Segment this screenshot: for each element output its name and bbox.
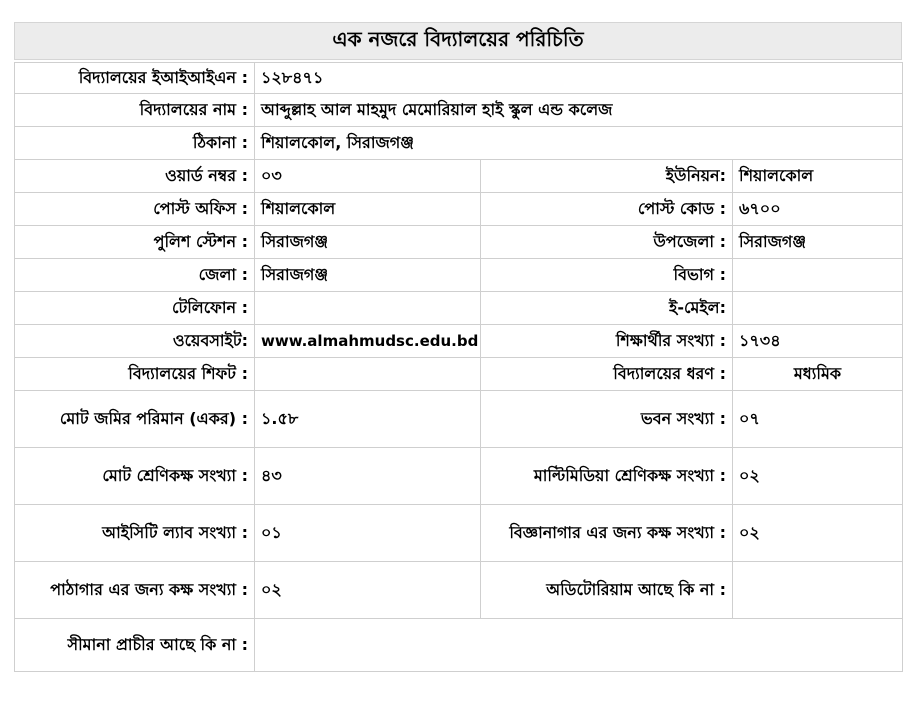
ward-value: ০৩ — [255, 160, 481, 193]
school-name-value: আব্দুল্লাহ আল মাহমুদ মেমোরিয়াল হাই স্কুল এন্ড কলেজ — [255, 94, 903, 127]
school-info-table — [14, 62, 903, 672]
boundary-wall-label: সীমানা প্রাচীর আছে কি না : — [15, 619, 255, 672]
upazila-value: সিরাজগঞ্জ — [733, 226, 903, 259]
police-station-label: পুলিশ স্টেশন : — [15, 226, 255, 259]
police-station-value: সিরাজগঞ্জ — [255, 226, 481, 259]
telephone-value — [255, 292, 481, 325]
table-row — [15, 160, 903, 193]
student-count-label: শিক্ষার্থীর সংখ্যা : — [481, 325, 733, 358]
student-count-value: ১৭৩৪ — [733, 325, 903, 358]
school-type-value: মধ্যমিক — [733, 358, 903, 391]
school-name-label: বিদ্যালয়ের নাম : — [15, 94, 255, 127]
table-row — [15, 292, 903, 325]
school-type-label: বিদ্যালয়ের ধরণ : — [481, 358, 733, 391]
eiin-value: ১২৮৪৭১ — [255, 63, 903, 94]
union-value: শিয়ালকোল — [733, 160, 903, 193]
post-code-value: ৬৭০০ — [733, 193, 903, 226]
table-row — [15, 193, 903, 226]
post-code-label: পোস্ট কোড : — [481, 193, 733, 226]
land-area-label: মোট জমির পরিমান (একর) : — [15, 391, 255, 448]
ward-label: ওয়ার্ড নম্বর : — [15, 160, 255, 193]
upazila-label: উপজেলা : — [481, 226, 733, 259]
ict-lab-label: আইসিটি ল্যাব সংখ্যা : — [15, 505, 255, 562]
table-row — [15, 391, 903, 448]
eiin-label: বিদ্যালয়ের ইআইআইএন : — [15, 63, 255, 94]
table-row — [15, 127, 903, 160]
boundary-wall-value — [255, 619, 903, 672]
district-value: সিরাজগঞ্জ — [255, 259, 481, 292]
table-row — [15, 448, 903, 505]
science-lab-label: বিজ্ঞানাগার এর জন্য কক্ষ সংখ্যা : — [481, 505, 733, 562]
table-row — [15, 505, 903, 562]
website-link[interactable]: www.almahmudsc.edu.bd — [255, 325, 481, 358]
email-label: ই-মেইল: — [481, 292, 733, 325]
post-office-value: শিয়ালকোল — [255, 193, 481, 226]
shift-value — [255, 358, 481, 391]
science-lab-value: ০২ — [733, 505, 903, 562]
table-row — [15, 94, 903, 127]
address-value: শিয়ালকোল, সিরাজগঞ্জ — [255, 127, 903, 160]
email-value — [733, 292, 903, 325]
division-value — [733, 259, 903, 292]
union-label: ইউনিয়ন: — [481, 160, 733, 193]
classroom-count-label: মোট শ্রেণিকক্ষ সংখ্যা : — [15, 448, 255, 505]
address-label: ঠিকানা : — [15, 127, 255, 160]
website-label: ওয়েবসাইট: — [15, 325, 255, 358]
table-row — [15, 619, 903, 672]
auditorium-value — [733, 562, 903, 619]
classroom-count-value: ৪৩ — [255, 448, 481, 505]
telephone-label: টেলিফোন : — [15, 292, 255, 325]
page-title: এক নজরে বিদ্যালয়ের পরিচিতি — [14, 22, 902, 60]
library-room-value: ০২ — [255, 562, 481, 619]
table-row — [15, 226, 903, 259]
library-room-label: পাঠাগার এর জন্য কক্ষ সংখ্যা : — [15, 562, 255, 619]
table-row — [15, 325, 903, 358]
post-office-label: পোস্ট অফিস : — [15, 193, 255, 226]
land-area-value: ১.৫৮ — [255, 391, 481, 448]
auditorium-label: অডিটোরিয়াম আছে কি না : — [481, 562, 733, 619]
table-row — [15, 358, 903, 391]
district-label: জেলা : — [15, 259, 255, 292]
shift-label: বিদ্যালয়ের শিফট : — [15, 358, 255, 391]
division-label: বিভাগ : — [481, 259, 733, 292]
building-count-value: ০৭ — [733, 391, 903, 448]
multimedia-classroom-label: মাল্টিমিডিয়া শ্রেণিকক্ষ সংখ্যা : — [481, 448, 733, 505]
building-count-label: ভবন সংখ্যা : — [481, 391, 733, 448]
table-row — [15, 63, 903, 94]
table-row — [15, 562, 903, 619]
table-row — [15, 259, 903, 292]
multimedia-classroom-value: ০২ — [733, 448, 903, 505]
ict-lab-value: ০১ — [255, 505, 481, 562]
